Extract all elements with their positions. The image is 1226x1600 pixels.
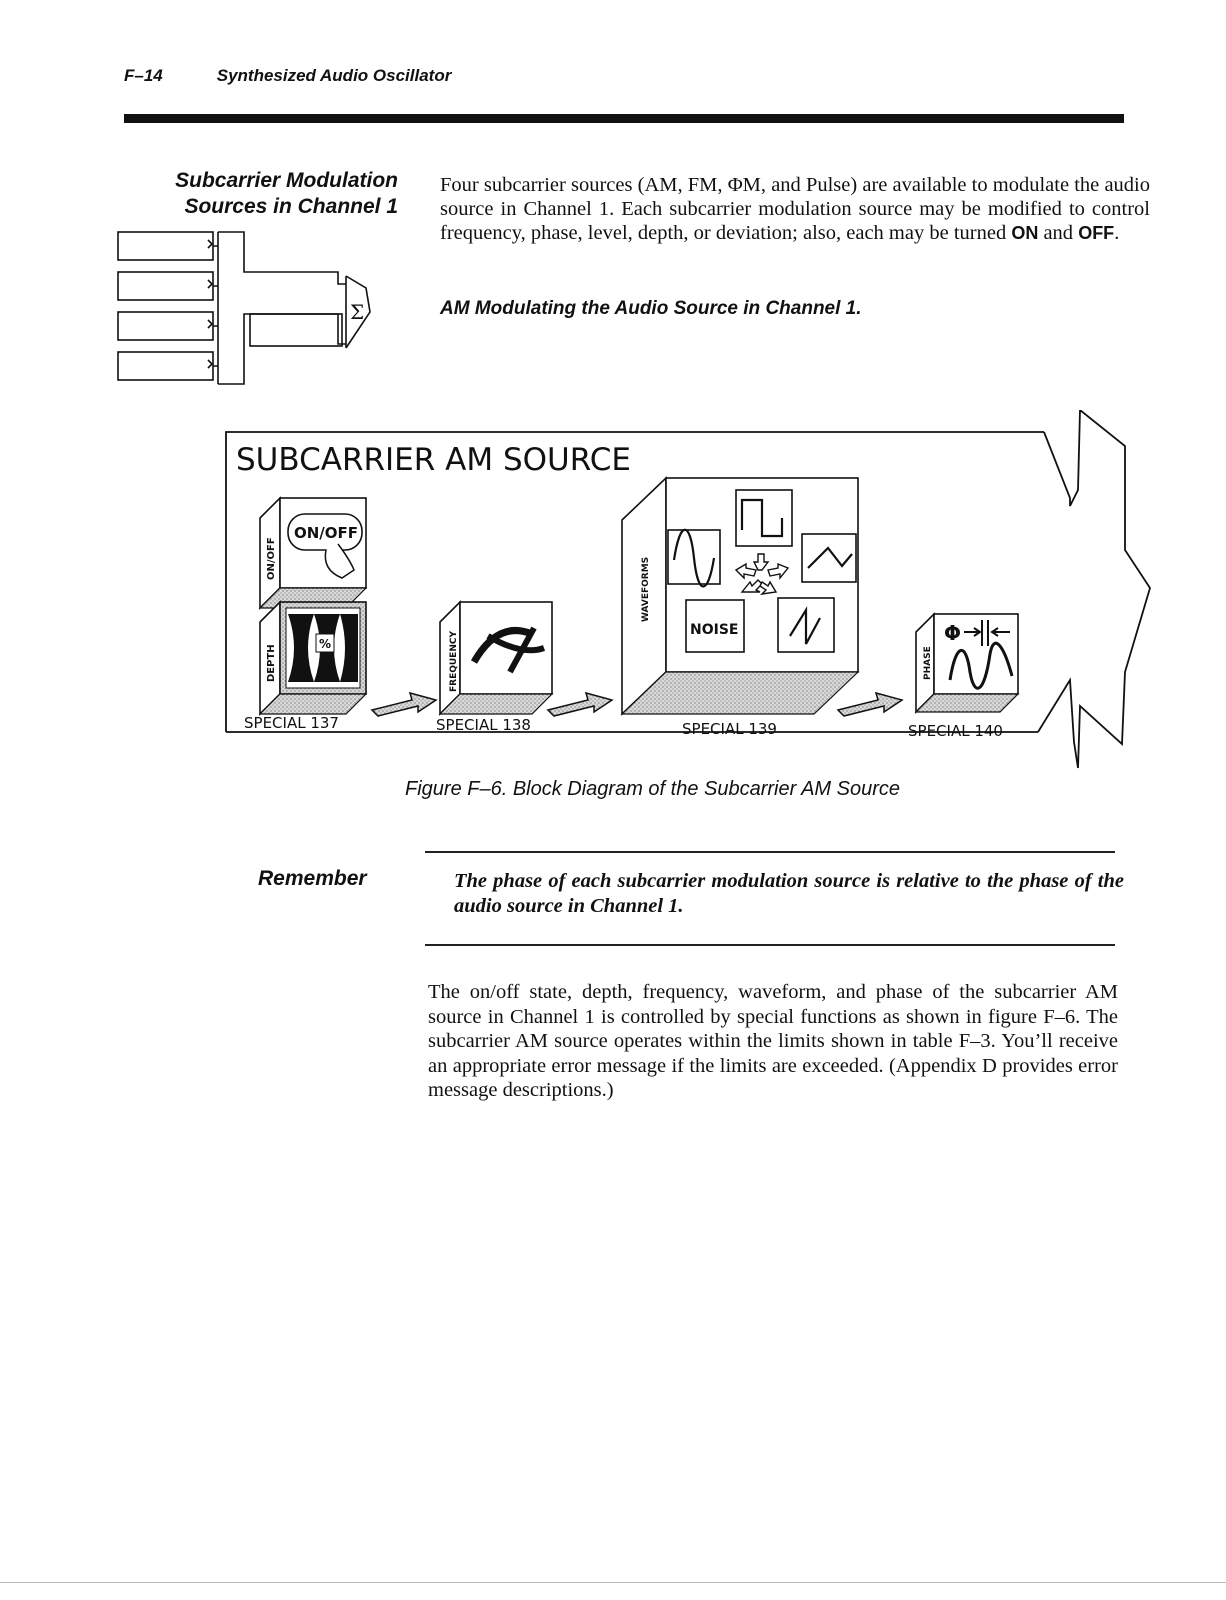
remember-text: The phase of each subcarrier modulation source is relative to the phase of the audio source in Channel 1. (454, 870, 1124, 917)
body-paragraph: The on/off state, depth, frequency, waveform, and phase of the subcarrier AM source in Channel 1 is controlled by special functions as shown in figure F–6. The subcarrier AM source operates within the limits shown in table F–3. You’ll receive an appropriate error message if the limits are exceeded. (Appendix D provides error message descriptions.) (428, 981, 1118, 1101)
percent-label: % (319, 637, 332, 651)
intro-paragraph (440, 173, 1150, 245)
note-rule-bottom (425, 944, 1115, 946)
frequency-block (440, 602, 552, 714)
intro-off: OFF (1078, 223, 1115, 243)
page-header (124, 66, 451, 86)
special-label: SPECIAL 140 (908, 722, 1003, 740)
page-bottom-edge (0, 1582, 1226, 1583)
intro-text: Four subcarrier sources (AM, FM, ΦM, and Pulse) are available to modulate the audio source in Channel 1. Each subcarrier modulation source may be modified to control frequency, phase, level, depth, or deviation; also, each may be turned (440, 174, 1150, 244)
block-diagram (222, 410, 1157, 775)
side-heading (118, 168, 398, 220)
running-title: Synthesized Audio Oscillator (216, 66, 452, 85)
on-off-side-label: ON/OFF (266, 537, 277, 580)
remember-label: Remember (258, 867, 367, 890)
side-heading-line1: Subcarrier Modulation (175, 169, 398, 192)
noise-label: NOISE (690, 622, 739, 638)
intro-on: ON (1011, 223, 1039, 243)
waveforms-block (622, 478, 858, 714)
side-heading-line2: Sources in Channel 1 (184, 195, 398, 218)
phi-label: Φ (944, 621, 962, 645)
intro-end: . (1114, 222, 1120, 244)
page-number: F–14 (124, 66, 163, 85)
flow-arrow-icon (548, 693, 612, 716)
special-label: SPECIAL 138 (436, 716, 531, 734)
frequency-side-label: FREQUENCY (449, 631, 459, 692)
sigma-label: Σ (350, 300, 365, 324)
diagram-title: SUBCARRIER AM SOURCE (236, 442, 631, 478)
depth-side-label: DEPTH (266, 644, 277, 682)
depth-block (260, 602, 366, 714)
flow-arrow-icon (372, 693, 436, 716)
flow-arrow-icon (838, 693, 902, 716)
waveforms-side-label: WAVEFORMS (641, 556, 651, 622)
phase-block (916, 614, 1018, 712)
header-rule (124, 114, 1124, 123)
intro-and: and (1038, 222, 1079, 244)
special-label: SPECIAL 137 (244, 714, 339, 732)
on-off-button-label: ON/OFF (294, 524, 359, 542)
special-label: SPECIAL 139 (682, 720, 777, 738)
phase-side-label: PHASE (923, 646, 933, 680)
note-rule-top (425, 851, 1115, 853)
on-off-block (260, 498, 366, 608)
sub-heading: AM Modulating the Audio Source in Channel 1. (440, 298, 862, 319)
summing-icon (116, 226, 386, 396)
figure-caption: Figure F–6. Block Diagram of the Subcarrier AM Source (405, 778, 901, 800)
